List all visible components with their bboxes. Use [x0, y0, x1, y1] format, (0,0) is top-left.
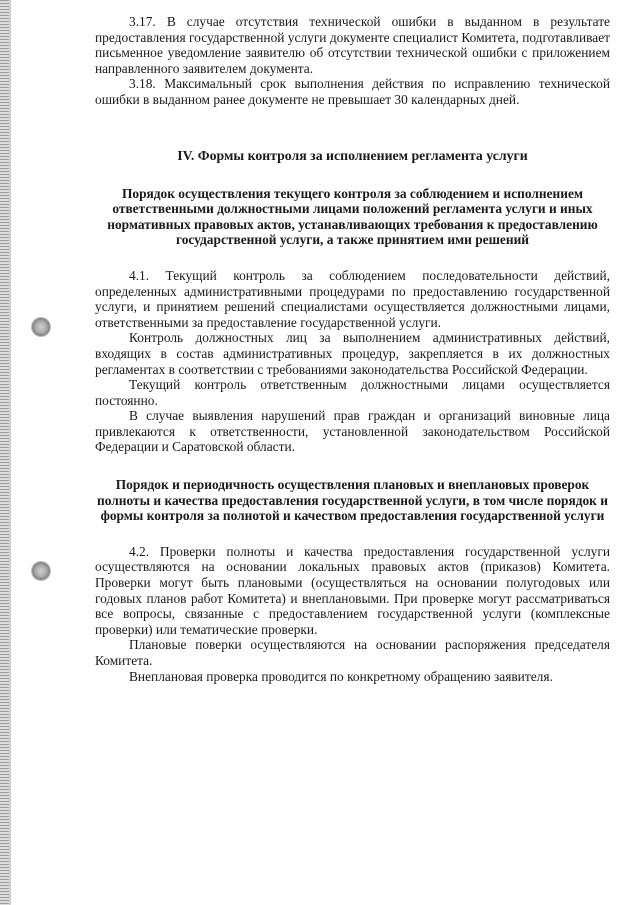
paragraph-3-17: 3.17. В случае отсутствия технической ошибки в выданном в результате предоставления государственной услуги документе специалист Комитета, подготавливает письменное уведомление заявителю об отсутствии технической ошибки с приложением направленного заявителем документа.: [95, 14, 610, 76]
subtitle-inspections: Порядок и периодичность осуществления плановых и внеплановых проверок полноты и качества предоставления государственной услуги, в том числе порядок и формы контроля за полнотой и качеством предоставления государственной услуги: [97, 477, 608, 524]
paragraph-4-2: 4.2. Проверки полноты и качества предоставления государственной услуги осуществляются на основании локальных правовых актов (приказов) Комитета. Проверки могут быть плановыми (осуществляться на основании полугодовых или годовых планов работ Комитета) и внеплановыми. При проверке могут рассматриваться все вопросы, связанные с предоставлением государственной услуги (комплексные проверки) или тематические проверки.: [95, 543, 610, 637]
binding-edge: [0, 0, 9, 905]
paragraph-control-officials: Контроль должностных лиц за выполнением административных действий, входящих в состав административных процедур, закрепляется в их должностных регламентах в соответствии с требованиями законодательства Российской Федерации.: [95, 330, 610, 377]
paragraph-constant-control: Текущий контроль ответственным должностными лицами осуществляется постоянно.: [95, 377, 610, 408]
document-page: [95, 14, 610, 684]
paragraph-planned-inspections: Плановые поверки осуществляются на основании распоряжения председателя Комитета.: [95, 637, 610, 668]
section-title: IV. Формы контроля за исполнением регламента услуги: [177, 147, 528, 163]
paragraph-violations: В случае выявления нарушений прав граждан и организаций виновные лица привлекаются к ответственности, установленной законодательством Российской Федерации и Саратовской области.: [95, 408, 610, 455]
punch-hole-bottom: [32, 562, 50, 580]
punch-hole-top: [32, 318, 50, 336]
paragraph-unplanned-inspection: Внеплановая проверка проводится по конкретному обращению заявителя.: [129, 668, 553, 684]
paragraph-4-1: 4.1. Текущий контроль за соблюдением последовательности действий, определенных административными процедурами по предоставлению государственной услуги, и принятием решений специалистами осуществляется должностными лицами, ответственными за предоставление государственной услуги.: [95, 267, 610, 330]
subtitle-current-control: Порядок осуществления текущего контроля за соблюдением и исполнением ответственными должностными лицами положений регламента услуги и иных нормативных правовых актов, устанавливающих требования к предоставлению государственной услуги, а также принятием ими решений: [107, 185, 598, 248]
paragraph-3-18: 3.18. Максимальный срок выполнения действия по исправлению технической ошибки в выданном ранее документе не превышает 30 календарных дней.: [95, 76, 610, 107]
